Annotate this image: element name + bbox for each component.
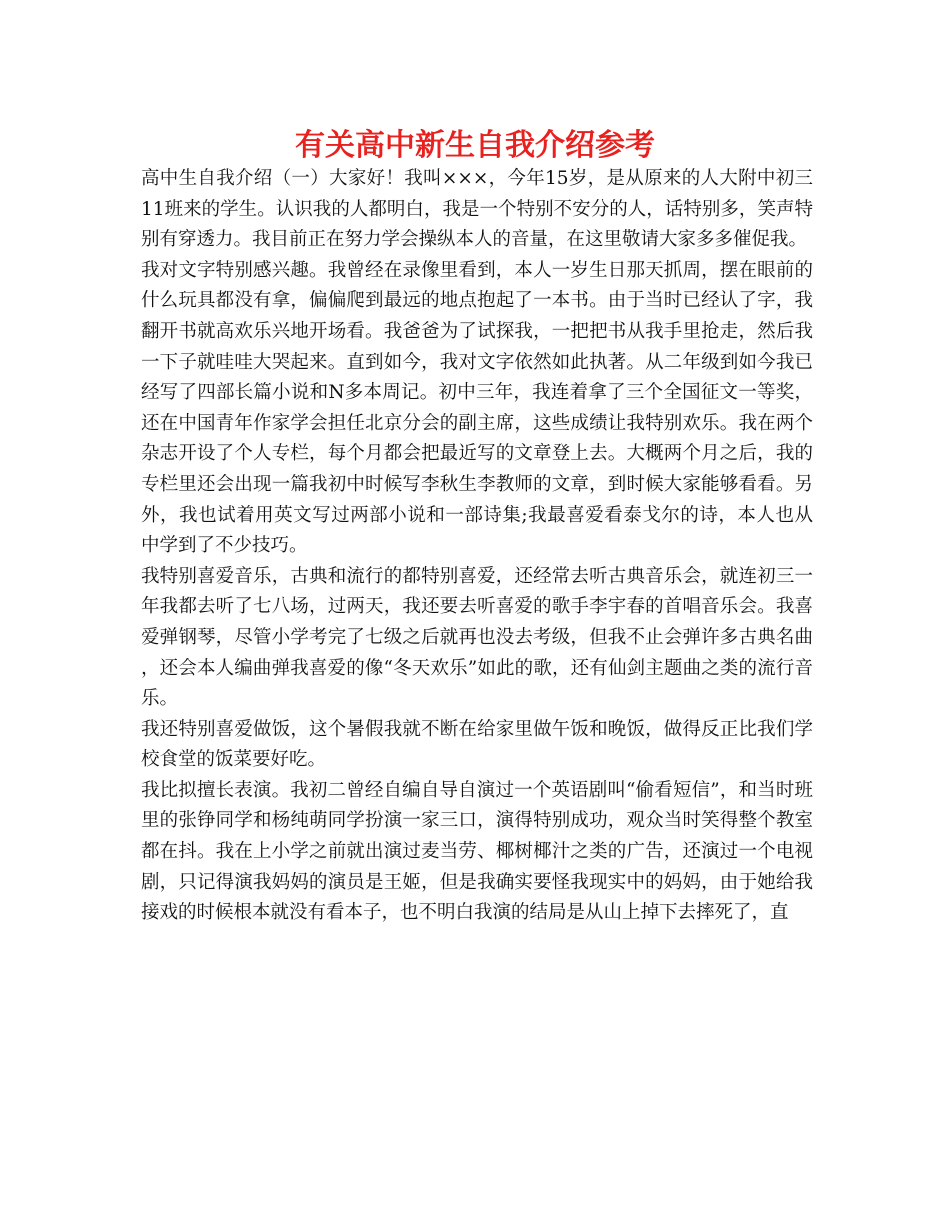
paragraph-music: 我特别喜爱音乐，古典和流行的都特别喜爱，还经常去听古典音乐会，就连初三一年我都去听了七八场，过两天，我还要去听喜爱的歌手李宇春的首唱音乐会。我喜爱弹钢琴，尽管小学考完了七级之后就再也没去考级，但我不止会弹许多古典名曲，还会本人编曲弹我喜爱的像“冬天欢乐”如此的歌，还有仙剑主题曲之类的流行音乐。 — [141, 565, 813, 710]
document-title: 有关高中新生自我介绍参考 — [295, 128, 655, 163]
paragraph-intro: 高中生自我介绍（一）大家好！我叫×××，今年15岁，是从原来的人大附中初三11班来的学生。认识我的人都明白，我是一个特别不安分的人，话特别多，笑声特别有穿透力。我目前正在努力学会操纵本人的音量，在这里敬请大家多多催促我。 — [141, 168, 813, 251]
paragraph-acting: 我比拟擅长表演。我初二曾经自编自导自演过一个英语剧叫“偷看短信”，和当时班里的张铮同学和杨纯萌同学扮演一家三口，演得特别成功，观众当时笑得整个教室都在抖。我在上小学之前就出演过麦当劳、椰树椰汁之类的广告，还演过一个电视剧，只记得演我妈妈的演员是王姬，但是我确实要怪我现实中的妈妈，由于她给我接戏的时候根本就没有看本子，也不明白我演的结局是从山上掉下去摔死了，直 — [141, 779, 813, 924]
paragraph-writing: 我对文字特别感兴趣。我曾经在录像里看到，本人一岁生日那天抓周，摆在眼前的什么玩具都没有拿，偏偏爬到最远的地点抱起了一本书。由于当时已经认了字，我翻开书就高欢乐兴地开场看。我爸爸为了试探我，一把把书从我手里抢走，然后我一下子就哇哇大哭起来。直到如今，我对文字依然如此执著。从二年级到如今我已经写了四部长篇小说和N多本周记。初中三年，我连着拿了三个全国征文一等奖，还在中国青年作家学会担任北京分会的副主席，这些成绩让我特别欢乐。我在两个杂志开设了个人专栏，每个月都会把最近写的文章登上去。大概两个月之后，我的专栏里还会出现一篇我初中时候写李秋生李教师的文章，到时候大家能够看看。另外，我也试着用英文写过两部小说和一部诗集;我最喜爱看泰戈尔的诗，本人也从中学到了不少技巧。 — [141, 259, 813, 557]
paragraph-cooking: 我还特别喜爱做饭，这个暑假我就不断在给家里做午饭和晚饭，做得反正比我们学校食堂的饭菜要好吃。 — [141, 718, 813, 771]
document-body — [141, 164, 813, 929]
